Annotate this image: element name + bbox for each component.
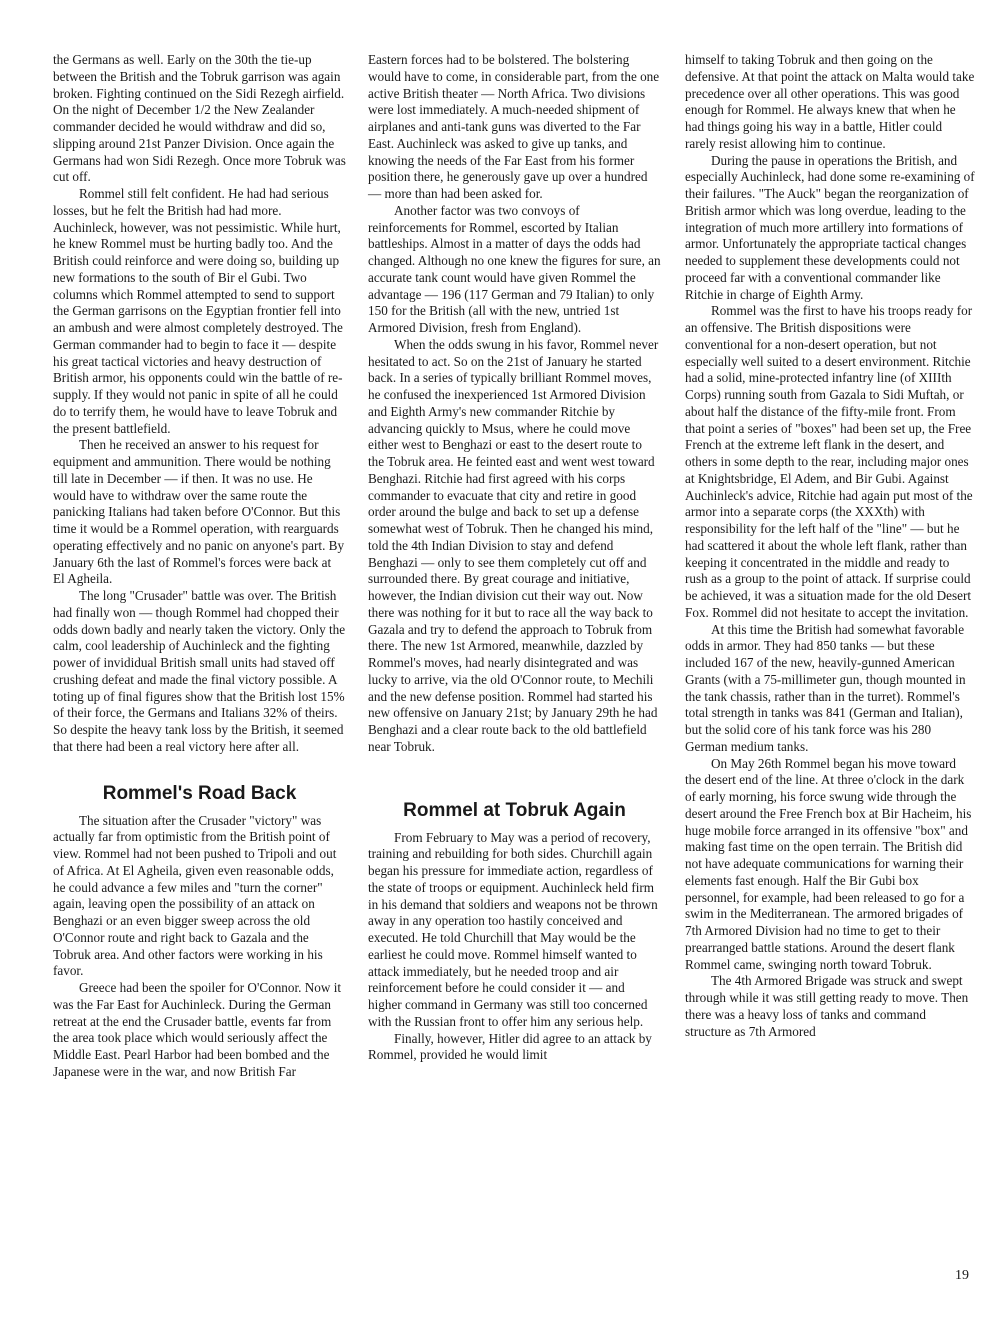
paragraph: Rommel was the first to have his troops ready for an offensive. The British dispositions were conventional for a non-desert operation, but not especially well suited to a desert environment. Ritchie had a solid, mine-protected infantry line (of XIIIth Corps) running south from Gazala to Sidi Muftah, or about half the distance of the fifty-mile front. From that point a series of "boxes" had been set up, the Free French at the extreme left flank in the desert, and others in some depth to the rear, including major ones at Knightsbridge, El Adem, and Bir Gubi. Against Auchinleck's advice, Ritchie had again put most of the armor into a separate corps (the XXXth) with responsibility for the left half of the "line" — but he had scattered it about the whole left flank, rather than keeping it concentrated in the middle and ready to rush as a group to the point of attack. If surprise could be achieved, it was a situation made for the old Desert Fox. Rommel did not hesitate to accept the invitation. [685, 303, 973, 620]
page-number: 19 [955, 1268, 969, 1283]
paragraph: The long "Crusader" battle was over. The British had finally won — though Rommel had chopped their odds down badly and nearly taken the victory. Only the calm, cool leadership of Auchinleck and the fighting power of invididual British small units had staved off crushing defeat and made the final victory possible. A toting up of final figures show that the British lost 15% of their force, the Germans and Italians 32% of theirs. So despite the heavy tank loss by the British, it seemed that there had been a real victory here after all. [53, 588, 346, 754]
paragraph: At this time the British had somewhat favorable odds in armor. They had 850 tanks — but these included 167 of the new, heavily-gunned American Grants (with a 75-millimeter gun, though mounted in the tank chassis, rather than in the turret). Rommel's total strength in tanks was 841 (German and Italian), but the solid core of his tank force was his 280 German medium tanks. [685, 621, 966, 754]
paragraph: When the odds swung in his favor, Rommel never hesitated to act. So on the 21st of January he started back. In a series of typically brilliant Rommel moves, he confused the inexperienced 1st Armored Division and Eighth Army's new commander Ritchie by advancing quickly to Msus, where he could move either west to Benghazi or east to the desert route to the Tobruk area. He feinted east and went west toward Benghazi. Ritchie had first agreed with his corps commander to evacuate that city and retire in good order around the bulge and back to set up a defense somewhat west of Tobruk. Then he changed his mind, told the 4th Indian Division to stay and defend Benghazi — only to see them completely cut off and surrounded there. By great courage and initiative, however, the Indian division cut their way out. Now there was nothing for it but to race all the way back to Gazala and try to defend the approach to Tobruk from there. The new 1st Armored, meanwhile, dazzled by Rommel's moves, had nearly disintegrated and was lucky to arrive, via the old O'Connor route, to Mechili and the new defense position. Rommel had started his new offensive on January 21st; by January 29th he had Benghazi and a clear route back to the old battlefield near Tobruk. [368, 336, 659, 754]
paragraph: Eastern forces had to be bolstered. The bolstering would have to come, in considerable part, from the one active British theater — North Africa. Two divisions were lost immediately. A much-needed shipment of airplanes and anti-tank guns was diverted to the Far East. Auchinleck was asked to give up tanks, and knowing the needs of the Far East from his former position there, he generously gave up over a hundred — more than had been asked for. [368, 52, 660, 201]
paragraph: himself to taking Tobruk and then going on the defensive. At that point the attack on Malta would take precedence over all other operations. This was good enough for Rommel. He always knew that when he had things going his way in a battle, Hitler could rarely resist allowing him to continue. [685, 52, 975, 151]
paragraph: the Germans as well. Early on the 30th the tie-up between the British and the Tobruk garrison was again broken. Fighting continued on the Sidi Rezegh airfield. On the night of December 1/2 the New Zealander commander decided he would withdraw and did so, slipping around 21st Panzer Division. Once again the Germans had won Sidi Rezegh. Once more Tobruk was cut off. [53, 52, 346, 185]
paragraph: Finally, however, Hitler did agree to an attack by Rommel, provided he would limit [368, 1030, 652, 1063]
text-column-left [53, 52, 346, 1081]
paragraph: Another factor was two convoys of reinforcements for Rommel, escorted by Italian battleships. Almost in a matter of days the odds had changed. Although no one knew the figures for sure, an accurate tank count would have given Rommel the advantage — 196 (117 German and 79 Italian) to only 150 for the British (all with the new, untried 1st Armored Division, fresh from England). [368, 202, 661, 335]
paragraph: During the pause in operations the British, and especially Auchinleck, had done some re-examining of their failures. "The Auck" began the reorganization of British armor which was long overdue, leading to the integration of much more artillery into formations of armor. Unfortunately the appropriate tactical changes needed to supplement these developments could not proceed far with a conventional commander like Ritchie in charge of Eighth Army. [685, 152, 975, 302]
paragraph: The 4th Armored Brigade was struck and swept through while it was still getting ready to move. Then there was a heavy loss of tanks and command structure as 7th Armored [685, 973, 969, 1039]
paragraph: Rommel still felt confident. He had had serious losses, but he felt the British had had more. Auchinleck, however, was not pessimistic. While hurt, he knew Rommel must be hurting badly too. And the British could reinforce and were doing so, building up new formations to the south of Bir el Gubi. Two columns which Rommel attempted to send to support the German garrisons on the Egyptian frontier fell into an ambush and were almost completely destroyed. The German commander had to begin to face it — despite his great tactical victories and heavy destruction of British armor, his opponents could win the battle of re-supply. If they would not panic in spite of all he could do to terrify them, he would have to leave Tobruk and the present battlefield. [53, 186, 343, 436]
paragraph: Then he received an answer to his request for equipment and ammunition. There would be nothing till late in December — if then. It was no use. He would have to withdraw over the same route the panicking Italians had taken before O'Connor. But this time it would be a Rommel operation, with rearguards operating effectively and no panic on anyone's part. By January 6th the last of Rommel's forces were back at El Agheila. [53, 437, 345, 587]
paragraph: From February to May was a period of recovery, training and rebuilding for both sides. Churchill again began his pressure for immediate action, regardless of the state of troops or equipment. Auchinleck held firm in his demand that soldiers and weapons not be thrown away in any operation too hastily conceived and executed. He told Churchill that May would be the earliest he could move. Rommel himself wanted to attack immediately, but he needed troop and air reinforcement before he could consider it — and higher command in Germany was still too concerned with the Russian front to offer him any serious help. [368, 829, 658, 1029]
paragraph: Greece had been the spoiler for O'Connor. Now it was the Far East for Auchinleck. During the German retreat at the end the Crusader battle, events far from the area took place which would seriously affect the Middle East. Pearl Harbor had been bombed and the Japanese were in the war, and now British Far [53, 980, 342, 1079]
section-heading-rommels-road-back: Rommel's Road Back [102, 782, 297, 804]
paragraph: The situation after the Crusader "victory" was actually far from optimistic from the British point of view. Rommel had not been pushed to Tripoli and out of Africa. At El Agheila, given even reasonable odds, he could advance a few miles and "turn the corner" again, leaving open the possibility of an attack on Benghazi or an even bigger sweep across the old O'Connor route and right back to Gazala and the Tobruk area. And other factors were working in his favor. [53, 812, 337, 979]
text-column-middle [368, 52, 661, 1064]
section-heading-rommel-at-tobruk-again: Rommel at Tobruk Again [403, 799, 626, 821]
text-column-right [685, 52, 975, 1040]
paragraph: On May 26th Rommel began his move toward the desert end of the line. At three o'clock in the dark of early morning, his force swung wide through the desert around the Free French box at Bir Hacheim, his huge mobile force arranged in its offensive "box" and making fast time on the open terrain. The British did not have adequate communications for warning their elements fast enough. Half the Bir Gubi box personnel, for example, had been released to go for a swim in the Mediterranean. The armored brigades of 7th Armored Division had no time to get to their prearranged battle stations. Around the desert flank Rommel came, swinging north toward Tobruk. [685, 755, 972, 972]
